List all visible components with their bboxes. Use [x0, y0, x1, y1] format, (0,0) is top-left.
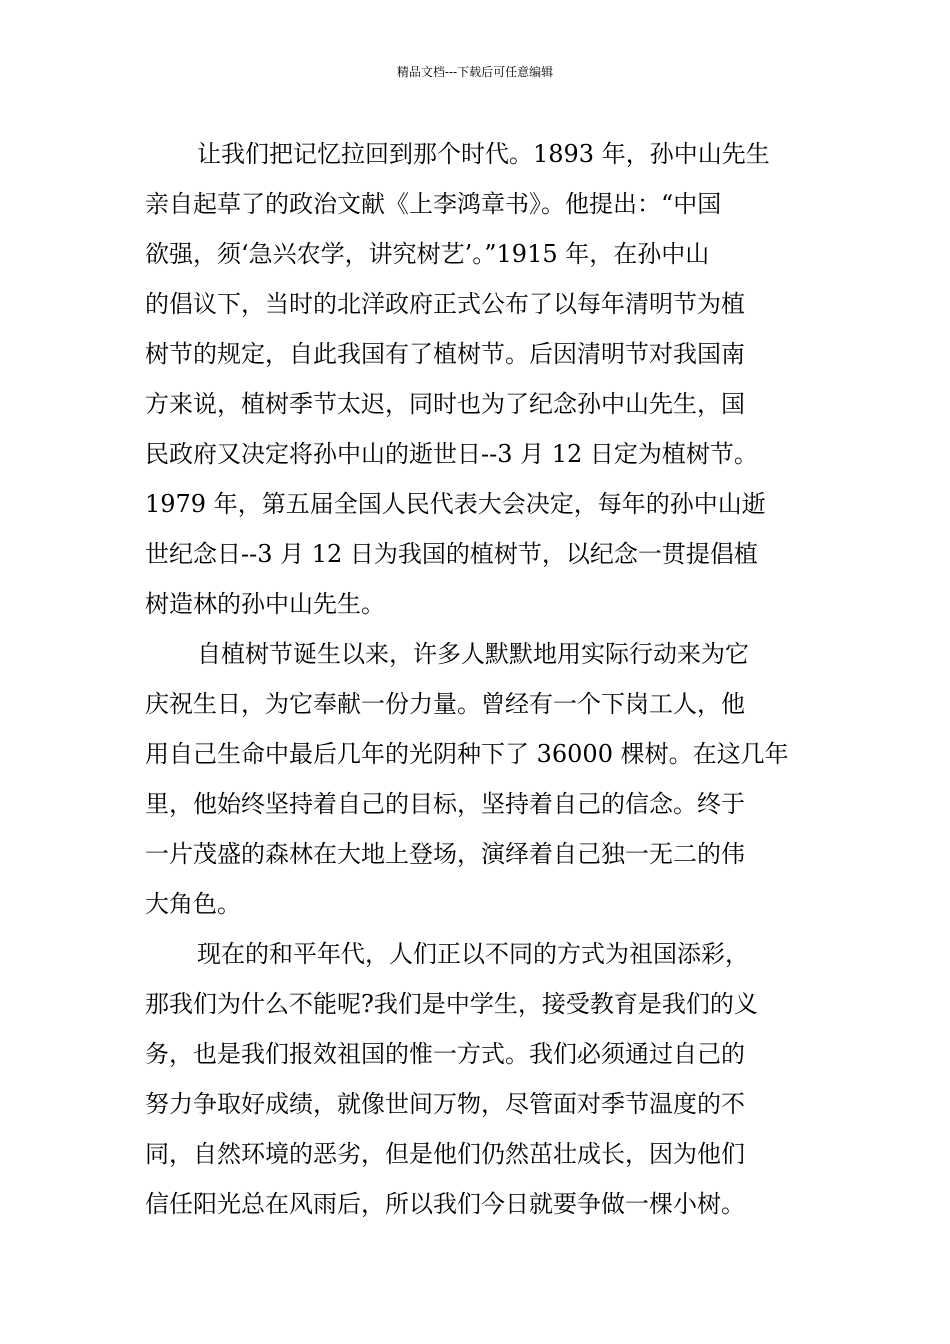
- paragraph-2: [145, 629, 835, 929]
- text-line: 亲自起草了的政治文献《上李鸿章书》。他提出：“中国: [145, 190, 722, 218]
- text-line: 1979 年，第五届全国人民代表大会决定，每年的孙中山逝: [145, 490, 766, 518]
- paragraph-3: [145, 929, 835, 1229]
- text-line: 的倡议下，当时的北洋政府正式公布了以每年清明节为植: [145, 290, 745, 318]
- paragraph-1: [145, 129, 835, 629]
- text-line: 用自己生命中最后几年的光阴种下了 36000 棵树。在这几年: [145, 740, 789, 768]
- text-line: 庆祝生日，为它奉献一份力量。曾经有一个下岗工人，他: [145, 690, 745, 718]
- text-line: 民政府又决定将孙中山的逝世日--3 月 12 日定为植树节。: [145, 440, 758, 468]
- text-line: 信任阳光总在风雨后，所以我们今日就要争做一棵小树。: [145, 1190, 745, 1218]
- text-line: 努力争取好成绩，就像世间万物，尽管面对季节温度的不: [145, 1090, 745, 1118]
- text-line: 一片茂盛的森林在大地上登场，演绎着自己独一无二的伟: [145, 840, 745, 868]
- page-header: 精品文档---下载后可任意编辑: [396, 65, 554, 79]
- text-line: 欲强，须‘急兴农学，讲究树艺’。”1915 年，在孙中山: [145, 240, 710, 268]
- document-body: [145, 129, 835, 1229]
- text-line: 树造林的孙中山先生。: [145, 590, 385, 618]
- text-line: 现在的和平年代，人们正以不同的方式为祖国添彩，: [197, 940, 749, 968]
- text-line: 里，他始终坚持着自己的目标，坚持着自己的信念。终于: [145, 790, 745, 818]
- text-line: 世纪念日--3 月 12 日为我国的植树节，以纪念一贯提倡植: [145, 540, 758, 568]
- text-line: 自植树节诞生以来，许多人默默地用实际行动来为它: [197, 640, 749, 668]
- text-line: 同，自然环境的恶劣，但是他们仍然茁壮成长，因为他们: [145, 1140, 745, 1168]
- text-line: 让我们把记忆拉回到那个时代。1893 年，孙中山先生: [197, 140, 770, 168]
- text-line: 那我们为什么不能呢?我们是中学生，接受教育是我们的义: [145, 990, 758, 1018]
- text-line: 大角色。: [145, 890, 241, 918]
- text-line: 树节的规定，自此我国有了植树节。后因清明节对我国南: [145, 340, 745, 368]
- text-line: 务，也是我们报效祖国的惟一方式。我们必须通过自己的: [145, 1040, 745, 1068]
- text-line: 方来说，植树季节太迟，同时也为了纪念孙中山先生，国: [145, 390, 745, 418]
